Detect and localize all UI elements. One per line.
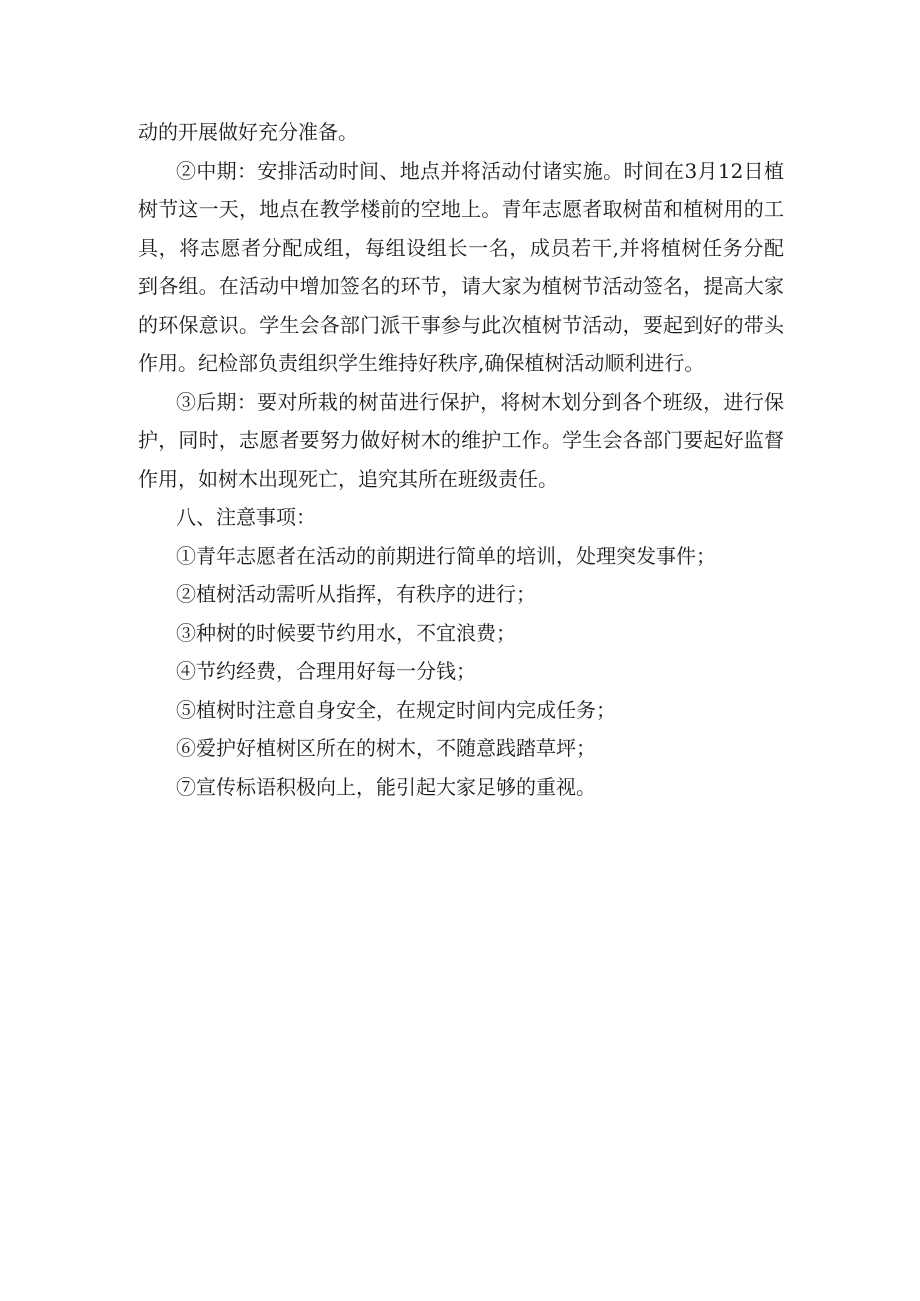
- paragraph-midterm-phase: ②中期：安排活动时间、地点并将活动付诸实施。时间在3月12日植树节这一天，地点在教学楼前的空地上。青年志愿者取树苗和植树用的工具，将志愿者分配成组，每组设组长一名，成员若干,并将植树任务分配到各组。在活动中增加签名的环节，请大家为植树节活动签名，提高大家的环保意识。学生会各部门派干事参与此次植树节活动，要起到好的带头作用。纪检部负责组织学生维持好秩序,确保植树活动顺利进行。: [138, 158, 784, 375]
- document-body: [138, 113, 784, 806]
- list-item: ⑥爱护好植树区所在的树木，不随意践踏草坪；: [176, 736, 596, 760]
- list-item: ⑦宣传标语积极向上，能引起大家足够的重视。: [176, 774, 596, 799]
- list-item: ⑤植树时注意自身安全，在规定时间内完成任务；: [176, 697, 616, 722]
- list-item: ②植树活动需听从指挥，有秩序的进行；: [176, 582, 536, 606]
- paragraph-continuation: 动的开展做好充分准备。: [138, 120, 358, 144]
- paragraph-late-phase: ③后期：要对所栽的树苗进行保护，将树木划分到各个班级，进行保护，同时，志愿者要努力做好树木的维护工作。学生会各部门要起好监督作用，如树木出现死亡，追究其所在班级责任。: [138, 389, 784, 491]
- list-item: ③种树的时候要节约用水，不宜浪费；: [176, 620, 516, 645]
- section-heading-notes: 八、注意事项：: [176, 505, 316, 529]
- list-item: ④节约经费，合理用好每一分钱；: [176, 659, 476, 683]
- list-item: ①青年志愿者在活动的前期进行简单的培训，处理突发事件；: [176, 543, 716, 568]
